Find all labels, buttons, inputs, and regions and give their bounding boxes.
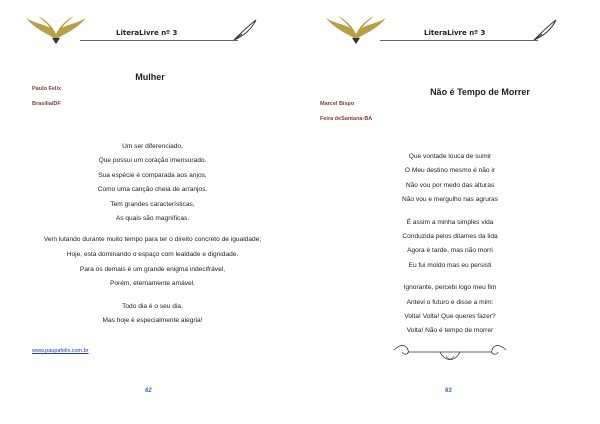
poem-title: Não é Tempo de Morrer bbox=[430, 87, 530, 97]
poem-title: Mulher bbox=[135, 72, 165, 82]
author-location: Brasília/DF bbox=[32, 101, 61, 107]
poem-line: Conduzida pelos ditames da lida bbox=[402, 233, 498, 241]
poem-line: Todo dia é o seu dia, bbox=[122, 302, 183, 310]
right-page bbox=[300, 0, 600, 424]
poem-line: Volta! Não é tempo de morrer bbox=[406, 327, 494, 335]
poem-line: Eu fui moldo mas eu persisti bbox=[408, 261, 492, 269]
poem-line: Não vou e mergulho nas agruras bbox=[401, 196, 499, 204]
poem-line: Volta! Volta! Que queres fazer? bbox=[404, 313, 496, 321]
header-rule bbox=[380, 40, 500, 41]
header-rule bbox=[80, 40, 200, 41]
author-website-link[interactable]: www.paupafelix.com.br bbox=[32, 348, 89, 354]
poem-line: Que possui um coração imensurado. bbox=[98, 157, 207, 165]
poem-body bbox=[40, 140, 265, 328]
poem-line: Tem grandes características, bbox=[110, 200, 195, 208]
poem-line: Porém, eternamente amável. bbox=[109, 280, 196, 288]
poem-line: É assim a minha simples vida bbox=[406, 218, 494, 226]
poem-line: Mas hoje é especialmente alegria! bbox=[102, 317, 203, 325]
poem-line: As quais são magníficas. bbox=[115, 215, 190, 223]
poem-author: Marcel Bispo bbox=[320, 101, 355, 107]
poem-line: Como uma canção cheia de arranjos. bbox=[97, 186, 208, 194]
poem-line: O Meu destino mesmo é não ir bbox=[404, 167, 496, 175]
poem-line: Um ser diferenciado, bbox=[122, 143, 183, 150]
page-number: 62 bbox=[145, 388, 152, 394]
poem-line: Para os demais é um grande enigma indecifrável, bbox=[79, 265, 226, 273]
author-location: Feira deSantana-BA bbox=[320, 116, 373, 122]
poem-line: Que vontade louca de sumir bbox=[408, 153, 492, 160]
poem-line: Agora é tarde, mas não morri bbox=[407, 247, 493, 255]
page-number: 63 bbox=[445, 388, 452, 394]
poem-line: Antevi o futuro e disse a mim: bbox=[406, 298, 494, 306]
poem-body bbox=[350, 150, 550, 339]
quill-pen-icon bbox=[232, 18, 258, 42]
winged-emblem-icon bbox=[24, 14, 88, 44]
header-title: LiteraLivre nº 3 bbox=[424, 29, 486, 37]
poem-author: Paulo Felix bbox=[32, 86, 62, 92]
quill-pen-icon bbox=[532, 18, 558, 42]
poem-line: Sua espécie é comparada aos anjos, bbox=[98, 171, 207, 179]
header-title: LiteraLivre nº 3 bbox=[116, 29, 178, 37]
poem-line: Não vou por medo das alturas bbox=[405, 181, 495, 189]
flourish-divider-icon bbox=[390, 340, 510, 364]
winged-emblem-icon bbox=[324, 14, 388, 44]
poem-line: Ignorante, percebi logo meu fim bbox=[403, 284, 497, 292]
poem-line: Vem lutando durante muito tempo para ter o direito concreto de igualdade; bbox=[43, 236, 262, 244]
poem-line: Hoje, está dominando o espaço com lealdade e dignidade. bbox=[66, 251, 239, 259]
